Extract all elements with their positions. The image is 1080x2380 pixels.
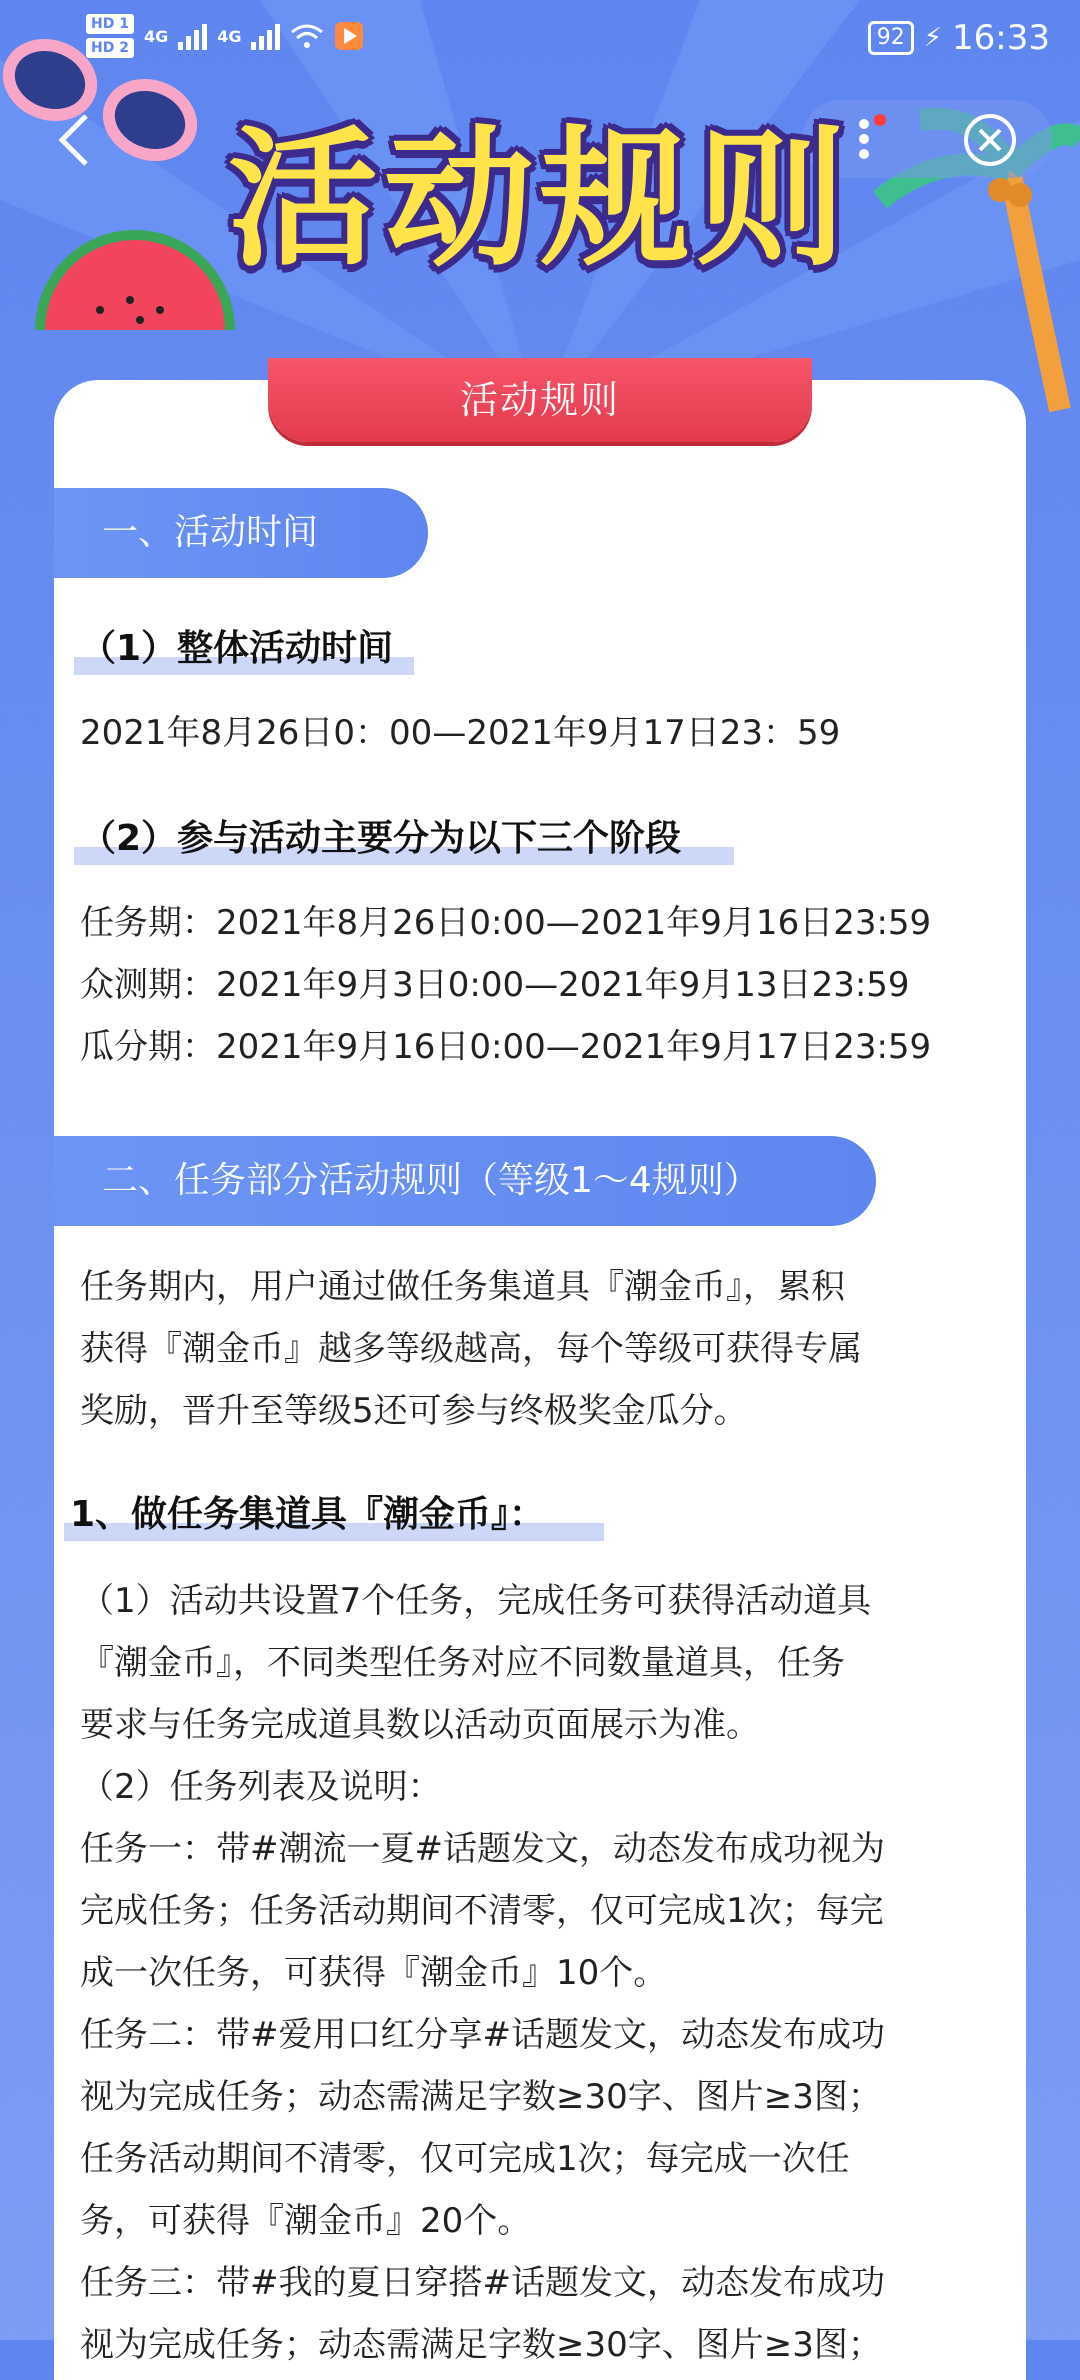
subheading-overall-time: （1）整体活动时间 — [80, 620, 393, 671]
app-notification-icon — [334, 21, 364, 51]
rule-line: 成一次任务，可获得『潮金币』10个。 — [80, 1953, 668, 1993]
rule-line: 务，可获得『潮金币』20个。 — [80, 2201, 532, 2241]
intro-line-1: 任务期内，用户通过做任务集道具『潮金币』，累积 — [80, 1267, 845, 1307]
section-heading-task-rules: 二、任务部分活动规则（等级1～4规则） — [54, 1136, 876, 1226]
rule-line: 『潮金币』，不同类型任务对应不同数量道具，任务 — [80, 1643, 845, 1683]
rule-line: （2）任务列表及说明： — [80, 1767, 442, 1807]
hd1-badge: HD 1 — [86, 14, 134, 34]
section-heading-time: 一、活动时间 — [54, 488, 428, 578]
phase-split: 瓜分期：2021年9月16日0:00—2021年9月17日23:59 — [80, 1027, 932, 1067]
phase-task: 任务期：2021年8月26日0:00—2021年9月16日23:59 — [80, 903, 932, 943]
intro-line-2: 获得『潮金币』越多等级越高，每个等级可获得专属 — [80, 1329, 862, 1369]
rule-line: （1）活动共设置7个任务，完成任务可获得活动道具 — [80, 1581, 872, 1621]
subheading-phases: （2）参与活动主要分为以下三个阶段 — [80, 810, 681, 861]
phase-test: 众测期：2021年9月3日0:00—2021年9月13日23:59 — [80, 965, 910, 1005]
charging-icon: ⚡ — [923, 23, 943, 53]
rule-line: 任务活动期间不清零，仅可完成1次；每完成一次任 — [80, 2139, 850, 2179]
network-type-2: 4G — [217, 26, 242, 46]
rule-line: 要求与任务完成道具数以活动页面展示为准。 — [80, 1705, 760, 1745]
network-type: 4G — [143, 26, 169, 46]
clock: 16:33 — [952, 18, 1050, 58]
rule-line: 视为完成任务；动态需满足字数≥30字、图片≥3图； — [80, 2077, 882, 2117]
battery-level: 92 — [868, 21, 914, 55]
rule-line: 任务三：带#我的夏日穿搭#话题发文，动态发布成功 — [80, 2263, 885, 2303]
intro-line-3: 奖励，晋升至等级5还可参与终极奖金瓜分。 — [80, 1391, 748, 1431]
hd2-badge: HD 2 — [86, 38, 134, 58]
watermelon-decoration — [30, 270, 240, 390]
page-title: 活动规则 — [227, 113, 852, 287]
wifi-icon — [290, 22, 324, 50]
overall-time-text: 2021年8月26日0：00—2021年9月17日23：59 — [80, 713, 841, 753]
rule-line: 任务一：带#潮流一夏#话题发文，动态发布成功视为 — [80, 1829, 885, 1869]
subheading-collect-coins: 1、做任务集道具『潮金币』： — [70, 1486, 545, 1537]
rules-ribbon: 活动规则 — [268, 358, 812, 442]
signal-icon-2 — [251, 22, 280, 50]
rule-line — [80, 2314, 1020, 2340]
rule-line: 任务二：带#爱用口红分享#话题发文，动态发布成功 — [80, 2015, 885, 2055]
rule-line: 完成任务；任务活动期间不清零，仅可完成1次；每完 — [80, 1891, 884, 1931]
